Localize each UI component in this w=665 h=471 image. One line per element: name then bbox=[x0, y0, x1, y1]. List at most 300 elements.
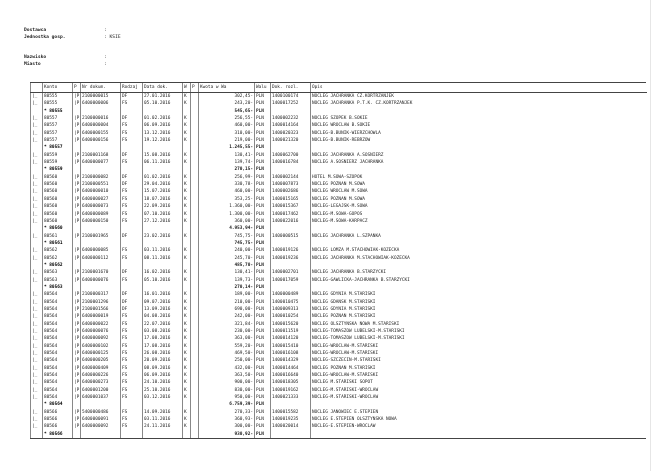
waluta-cell: PLN bbox=[255, 255, 271, 262]
rodzaj-cell: FS bbox=[121, 357, 143, 364]
nr-dokum-cell: 6400000102 bbox=[81, 343, 121, 350]
dok-rozl-cell bbox=[271, 166, 311, 173]
opis-cell: NOCLEG POZNAN M.SOWA bbox=[311, 181, 647, 188]
dok-rozl-cell: 1400016108 bbox=[271, 350, 311, 357]
opis-cell: NOCLEG M.STARISKI SOPOT bbox=[311, 379, 647, 386]
table-row bbox=[31, 196, 647, 203]
p2-cell bbox=[191, 137, 199, 144]
nr-dokum-cell: 6400000022 bbox=[81, 321, 121, 328]
nr-dokum-cell: 6400000089 bbox=[81, 211, 121, 218]
w-cell: K bbox=[183, 321, 191, 328]
opis-cell: NOCLEG-TOMASZOW LUBELSKI-M.STARISKI bbox=[311, 335, 647, 342]
dok-rozl-cell: 1400011519 bbox=[271, 328, 311, 335]
konto-cell: * 80557 bbox=[43, 144, 73, 151]
kwota-cell: 270,33- bbox=[199, 409, 255, 416]
subtotal-row bbox=[31, 262, 647, 269]
dok-rozl-cell: 1400017252 bbox=[271, 100, 311, 107]
subtotal-row bbox=[31, 431, 647, 438]
opis-cell: NOCLEG-M.STARISKI-WROCLAW bbox=[311, 387, 647, 394]
opis-cell: NOCLEG-WROCLAW-M.STARISKI bbox=[311, 350, 647, 357]
p-cell bbox=[73, 284, 81, 291]
dok-rozl-cell: 1400021333 bbox=[271, 394, 311, 401]
waluta-cell: PLN bbox=[255, 365, 271, 372]
kwota-cell: 256,55- bbox=[199, 115, 255, 122]
konto-cell: 80560 bbox=[43, 174, 73, 181]
waluta-cell: PLN bbox=[255, 299, 271, 306]
konto-cell: 80559 bbox=[43, 159, 73, 166]
waluta-cell: PLN bbox=[255, 122, 271, 129]
data-cell: 06.09.2016 bbox=[143, 122, 183, 129]
row-marker: |_ bbox=[31, 321, 43, 328]
scan-edge-line bbox=[650, 0, 651, 471]
w-cell: K bbox=[183, 130, 191, 137]
table-row bbox=[31, 130, 647, 137]
opis-cell: NOCLEG JACHRANKA A.SOSNIERZ bbox=[311, 152, 647, 159]
p2-cell bbox=[191, 225, 199, 232]
opis-cell: NOCLEG-TOMASZOW LUBELSKI-M.STARISKI bbox=[311, 328, 647, 335]
dok-rozl-cell: 1400010475 bbox=[271, 299, 311, 306]
data-cell: 23.02.2016 bbox=[143, 233, 183, 240]
subtotal-row bbox=[31, 240, 647, 247]
p2-cell bbox=[191, 409, 199, 416]
kwota-cell: 245,70- bbox=[199, 255, 255, 262]
table-row bbox=[31, 188, 647, 195]
data-cell: 26.08.2016 bbox=[143, 350, 183, 357]
data-cell bbox=[143, 225, 183, 232]
kwota-cell: 950,00- bbox=[199, 394, 255, 401]
opis-cell: NOCLEG-GAWLICKA-JACHRANKA B.STARZYCKI bbox=[311, 277, 647, 284]
dok-rozl-cell bbox=[271, 262, 311, 269]
table-row bbox=[31, 203, 647, 210]
kwota-cell: 250,00- bbox=[199, 357, 255, 364]
p-cell: |P bbox=[74, 270, 80, 276]
kwota-cell: 745,75- bbox=[199, 233, 255, 240]
nr-dokum-cell: 6400000091 bbox=[81, 416, 121, 423]
table-row bbox=[31, 174, 647, 181]
nr-dokum-cell: 2100001965 bbox=[81, 233, 121, 240]
p2-cell bbox=[191, 321, 199, 328]
p-cell bbox=[73, 166, 81, 173]
konto-cell: 80564 bbox=[43, 343, 73, 350]
kwota-cell: 745,75- bbox=[199, 240, 255, 247]
dok-rozl-cell: 1400014164 bbox=[271, 122, 311, 129]
row-marker: |_ bbox=[31, 255, 43, 262]
ledger-table bbox=[30, 83, 647, 438]
w-cell: K bbox=[183, 255, 191, 262]
data-cell: 14.09.2016 bbox=[143, 409, 183, 416]
data-cell: 09.07.2016 bbox=[143, 299, 183, 306]
p-cell: |P bbox=[74, 182, 80, 188]
column-header-nr-dokum: Nr dokum. bbox=[81, 83, 121, 93]
kwota-cell: 830,00- bbox=[199, 387, 255, 394]
kwota-cell: 130,41- bbox=[199, 152, 255, 159]
p2-cell bbox=[191, 262, 199, 269]
konto-cell: 80564 bbox=[43, 321, 73, 328]
nr-dokum-cell: 6400001037 bbox=[81, 394, 121, 401]
konto-cell: 80564 bbox=[43, 350, 73, 357]
rodzaj-cell: FS bbox=[121, 100, 143, 107]
opis-cell: NOCLEG JANOWIEC E.STEPIEN bbox=[311, 409, 647, 416]
p-cell: |P bbox=[74, 94, 80, 99]
opis-cell: NOCLEG OLSZTYNSKA NOWA M.STARISKI bbox=[311, 321, 647, 328]
p-cell: |P bbox=[74, 255, 80, 261]
w-cell: K bbox=[183, 357, 191, 364]
p-cell: |P bbox=[74, 211, 80, 217]
table-row bbox=[31, 423, 647, 430]
dok-rozl-cell: 1400019126 bbox=[271, 247, 311, 254]
rodzaj-cell: DF bbox=[121, 93, 143, 101]
waluta-cell: PLN bbox=[255, 196, 271, 203]
rodzaj-cell: FS bbox=[121, 122, 143, 129]
w-cell bbox=[183, 108, 191, 115]
column-header-p: P bbox=[73, 83, 81, 93]
waluta-cell: PLN bbox=[255, 188, 271, 195]
p-cell: |P bbox=[74, 233, 80, 239]
konto-cell: * 80559 bbox=[43, 166, 73, 173]
row-marker: |_ bbox=[31, 291, 43, 298]
nr-dokum-cell: 6400000092 bbox=[81, 423, 121, 430]
dok-rozl-cell: 1400016640 bbox=[271, 372, 311, 379]
kwota-cell: 310,00- bbox=[199, 130, 255, 137]
w-cell: K bbox=[183, 269, 191, 276]
table-row bbox=[31, 181, 647, 188]
dok-rozl-cell: 1400020014 bbox=[271, 423, 311, 430]
column-header-konto: Konto bbox=[43, 83, 73, 93]
data-cell bbox=[143, 108, 183, 115]
data-cell: 08.09.2016 bbox=[143, 365, 183, 372]
w-cell: K bbox=[183, 365, 191, 372]
nr-dokum-cell bbox=[81, 225, 121, 232]
data-cell: 03.12.2016 bbox=[143, 394, 183, 401]
konto-cell: 80560 bbox=[43, 188, 73, 195]
p-cell: |P bbox=[74, 160, 80, 166]
p2-cell bbox=[191, 423, 199, 430]
p-cell: |P bbox=[74, 343, 80, 349]
opis-cell bbox=[311, 225, 647, 232]
field-value: : bbox=[104, 62, 107, 67]
waluta-cell: PLN bbox=[255, 350, 271, 357]
dok-rozl-cell: 1400002701 bbox=[271, 269, 311, 276]
row-marker: |_ bbox=[31, 181, 43, 188]
waluta-cell: PLN bbox=[255, 181, 271, 188]
konto-cell: 80557 bbox=[43, 137, 73, 144]
p2-cell bbox=[191, 284, 199, 291]
opis-cell: NOCLEG-WROCLAW-M.STARISKI bbox=[311, 343, 647, 350]
rodzaj-cell bbox=[121, 284, 143, 291]
konto-cell: 80564 bbox=[43, 365, 73, 372]
rodzaj-cell: FS bbox=[121, 394, 143, 401]
kwota-cell: 130,41- bbox=[199, 269, 255, 276]
w-cell: K bbox=[183, 137, 191, 144]
opis-cell: NOCLEG POZNAN M.STARISKI bbox=[311, 313, 647, 320]
dok-rozl-cell: 1400015410 bbox=[271, 343, 311, 350]
opis-cell bbox=[311, 431, 647, 438]
konto-cell: * 80563 bbox=[43, 284, 73, 291]
nr-dokum-cell: 2100000317 bbox=[81, 291, 121, 298]
table-row bbox=[31, 299, 647, 306]
row-marker: |_ bbox=[31, 188, 43, 195]
w-cell: K bbox=[183, 328, 191, 335]
konto-cell: 80557 bbox=[43, 115, 73, 122]
dok-rozl-cell: 1400022016 bbox=[271, 218, 311, 225]
p2-cell bbox=[191, 240, 199, 247]
p-cell: |P bbox=[74, 417, 80, 423]
row-marker: |_ bbox=[31, 343, 43, 350]
dok-rozl-cell: 1400000515 bbox=[271, 233, 311, 240]
rodzaj-cell bbox=[121, 262, 143, 269]
rodzaj-cell: FS bbox=[121, 321, 143, 328]
nr-dokum-cell: 6400000273 bbox=[81, 379, 121, 386]
kwota-cell: 139,73- bbox=[199, 277, 255, 284]
field-value: : bbox=[104, 55, 107, 60]
waluta-cell: PLN bbox=[255, 423, 271, 430]
waluta-cell: PLN bbox=[255, 313, 271, 320]
p-cell: |P bbox=[74, 130, 80, 136]
nr-dokum-cell bbox=[81, 431, 121, 438]
konto-cell: 80560 bbox=[43, 196, 73, 203]
ledger-body bbox=[31, 93, 647, 439]
data-cell: 22.09.2016 bbox=[143, 203, 183, 210]
kwota-cell: 460,00- bbox=[199, 122, 255, 129]
data-cell bbox=[143, 262, 183, 269]
waluta-cell: PLN bbox=[255, 387, 271, 394]
rodzaj-cell: DF bbox=[121, 174, 143, 181]
p2-cell bbox=[191, 100, 199, 107]
table-row bbox=[31, 313, 647, 320]
konto-cell: 80564 bbox=[43, 291, 73, 298]
table-row bbox=[31, 159, 647, 166]
dok-rozl-cell: 1400014120 bbox=[271, 335, 311, 342]
opis-cell: NOCLEG A.SOSNIERZ JACHRANKA bbox=[311, 159, 647, 166]
data-cell: 29.04.2016 bbox=[143, 181, 183, 188]
opis-cell bbox=[311, 144, 647, 151]
nr-dokum-cell: 2100001296 bbox=[81, 299, 121, 306]
p2-cell bbox=[191, 93, 199, 101]
konto-cell: * 80566 bbox=[43, 431, 73, 438]
p2-cell bbox=[191, 269, 199, 276]
data-cell bbox=[143, 166, 183, 173]
column-header-dok-rozl: Dok. rozl. bbox=[271, 83, 311, 93]
table-row bbox=[31, 115, 647, 122]
kwota-cell: 300,00- bbox=[199, 423, 255, 430]
konto-cell: 80564 bbox=[43, 394, 73, 401]
w-cell: K bbox=[183, 218, 191, 225]
row-marker: |_ bbox=[31, 357, 43, 364]
row-marker: |_ bbox=[31, 387, 43, 394]
konto-cell: 80562 bbox=[43, 255, 73, 262]
konto-cell: * 80562 bbox=[43, 262, 73, 269]
p-cell: |P bbox=[74, 306, 80, 312]
kwota-cell: 559,20- bbox=[199, 343, 255, 350]
konto-cell: * 80555 bbox=[43, 108, 73, 115]
table-row bbox=[31, 350, 647, 357]
table-row bbox=[31, 372, 647, 379]
opis-cell: NOCLEG JACHRANKA B.STARZYCKI bbox=[311, 269, 647, 276]
rodzaj-cell: DF bbox=[121, 233, 143, 240]
opis-cell bbox=[311, 240, 647, 247]
dok-rozl-cell: 1400015582 bbox=[271, 409, 311, 416]
dok-rozl-cell: 1400002686 bbox=[271, 188, 311, 195]
p2-cell bbox=[191, 306, 199, 313]
p2-cell bbox=[191, 313, 199, 320]
nr-dokum-cell bbox=[81, 262, 121, 269]
waluta-cell: PLN bbox=[255, 100, 271, 107]
p2-cell bbox=[191, 365, 199, 372]
konto-cell: 80564 bbox=[43, 372, 73, 379]
kwota-cell: 321,84- bbox=[199, 321, 255, 328]
subtotal-row bbox=[31, 225, 647, 232]
opis-cell: NOCLEG GDANSK M.STARISKI bbox=[311, 299, 647, 306]
data-cell: 03.11.2016 bbox=[143, 416, 183, 423]
row-marker: |_ bbox=[31, 277, 43, 284]
konto-cell: 80559 bbox=[43, 152, 73, 159]
p-cell bbox=[73, 401, 81, 408]
p2-cell bbox=[191, 130, 199, 137]
table-row bbox=[31, 122, 647, 129]
waluta-cell: PLN bbox=[255, 247, 271, 254]
column-header-waluta: Walu bbox=[255, 83, 271, 93]
w-cell bbox=[183, 401, 191, 408]
rodzaj-cell: FS bbox=[121, 211, 143, 218]
w-cell: K bbox=[183, 409, 191, 416]
table-row bbox=[31, 269, 647, 276]
kwota-cell: 270,14- bbox=[199, 284, 255, 291]
waluta-cell: PLN bbox=[255, 240, 271, 247]
rodzaj-cell bbox=[121, 240, 143, 247]
nr-dokum-cell: 2100001566 bbox=[81, 306, 121, 313]
column-header-w: W bbox=[183, 83, 191, 93]
p-cell: |P bbox=[74, 174, 80, 180]
p2-cell bbox=[191, 291, 199, 298]
waluta-cell: PLN bbox=[255, 401, 271, 408]
p2-cell bbox=[191, 115, 199, 122]
dok-rozl-cell: 1400014329 bbox=[271, 357, 311, 364]
nr-dokum-cell: 6400000156 bbox=[81, 137, 121, 144]
rodzaj-cell: FS bbox=[121, 328, 143, 335]
nr-dokum-cell: 6400000004 bbox=[81, 122, 121, 129]
table-row bbox=[31, 409, 647, 416]
row-marker: |_ bbox=[31, 203, 43, 210]
w-cell: K bbox=[183, 203, 191, 210]
row-marker: |_ bbox=[31, 174, 43, 181]
nr-dokum-cell: 2100000082 bbox=[81, 174, 121, 181]
dok-rozl-cell: 1400009313 bbox=[271, 306, 311, 313]
kwota-cell: 243,20- bbox=[199, 100, 255, 107]
header-field-miasto bbox=[24, 62, 107, 68]
subtotal-row bbox=[31, 284, 647, 291]
konto-cell: 80564 bbox=[43, 328, 73, 335]
dok-rozl-cell: 1400019162 bbox=[271, 387, 311, 394]
kwota-cell: 360,93- bbox=[199, 416, 255, 423]
konto-cell: 80564 bbox=[43, 299, 73, 306]
row-marker: |_ bbox=[31, 416, 43, 423]
rodzaj-cell: FS bbox=[121, 409, 143, 416]
rodzaj-cell: FS bbox=[121, 350, 143, 357]
kwota-cell: 1.360,00- bbox=[199, 203, 255, 210]
data-cell: 01.02.2016 bbox=[143, 174, 183, 181]
opis-cell: NOCLEG WROCLAW M.SOWA bbox=[311, 188, 647, 195]
kwota-cell: 900,00- bbox=[199, 379, 255, 386]
kwota-cell: 139,74- bbox=[199, 159, 255, 166]
ledger-table-wrap bbox=[30, 82, 646, 439]
waluta-cell: PLN bbox=[255, 130, 271, 137]
data-cell: 16.01.2016 bbox=[143, 291, 183, 298]
w-cell bbox=[183, 284, 191, 291]
w-cell: K bbox=[183, 423, 191, 430]
data-cell: 03.11.2016 bbox=[143, 247, 183, 254]
p-cell: |P bbox=[74, 277, 80, 283]
konto-cell: 80560 bbox=[43, 218, 73, 225]
waluta-cell: PLN bbox=[255, 225, 271, 232]
kwota-cell: 363,50- bbox=[199, 372, 255, 379]
opis-cell: NOCLEG POZNAN M.STARISKI bbox=[311, 365, 647, 372]
p2-cell bbox=[191, 122, 199, 129]
row-marker: |_ bbox=[31, 115, 43, 122]
w-cell bbox=[183, 240, 191, 247]
nr-dokum-cell bbox=[81, 108, 121, 115]
p-cell: |P bbox=[74, 365, 80, 371]
konto-cell: 80562 bbox=[43, 247, 73, 254]
w-cell: K bbox=[183, 313, 191, 320]
opis-cell: NOCLEG-B.BUNIK-REBRZOW bbox=[311, 137, 647, 144]
header-field-nazwisko bbox=[24, 55, 107, 61]
p2-cell bbox=[191, 247, 199, 254]
row-marker: |_ bbox=[31, 313, 43, 320]
waluta-cell: PLN bbox=[255, 277, 271, 284]
nr-dokum-cell: 2100001670 bbox=[81, 269, 121, 276]
konto-cell: 80557 bbox=[43, 130, 73, 137]
row-marker: |_ bbox=[31, 233, 43, 240]
nr-dokum-cell: 2100001168 bbox=[81, 152, 121, 159]
row-marker: |_ bbox=[31, 306, 43, 313]
row-marker: |_ bbox=[31, 372, 43, 379]
opis-cell: NOCLEG SZOPEK B.SOKIE bbox=[311, 115, 647, 122]
kwota-cell: 219,00- bbox=[199, 137, 255, 144]
kwota-cell: 6.759,39- bbox=[199, 401, 255, 408]
dok-rozl-cell: 1400015165 bbox=[271, 196, 311, 203]
dok-rozl-cell: 1400007873 bbox=[271, 181, 311, 188]
p-cell: |P bbox=[74, 336, 80, 342]
nr-dokum-cell: 6400000077 bbox=[81, 159, 121, 166]
p-cell: |P bbox=[74, 358, 80, 364]
kwota-cell: 240,00- bbox=[199, 247, 255, 254]
w-cell: K bbox=[183, 335, 191, 342]
nr-dokum-cell: 6400000155 bbox=[81, 130, 121, 137]
waluta-cell: PLN bbox=[255, 321, 271, 328]
rodzaj-cell: FS bbox=[121, 159, 143, 166]
p-cell: |P bbox=[74, 292, 80, 298]
table-row bbox=[31, 233, 647, 240]
nr-dokum-cell: 6400000150 bbox=[81, 218, 121, 225]
p-cell bbox=[73, 108, 81, 115]
rodzaj-cell: FS bbox=[121, 372, 143, 379]
row-marker: |_ bbox=[31, 152, 43, 159]
dok-rozl-cell: 1400010254 bbox=[271, 313, 311, 320]
kwota-cell: 270,15- bbox=[199, 166, 255, 173]
nr-dokum-cell bbox=[81, 284, 121, 291]
row-marker bbox=[31, 262, 43, 269]
opis-cell: NOCLEG JACHRANKA L.SZPANKA bbox=[311, 233, 647, 240]
row-marker: |_ bbox=[31, 335, 43, 342]
p2-cell bbox=[191, 379, 199, 386]
row-marker: |_ bbox=[31, 269, 43, 276]
rodzaj-cell: FS bbox=[121, 313, 143, 320]
konto-cell: * 80560 bbox=[43, 225, 73, 232]
rodzaj-cell bbox=[121, 144, 143, 151]
nr-dokum-cell: 6400000076 bbox=[81, 328, 121, 335]
table-row bbox=[31, 277, 647, 284]
w-cell: K bbox=[183, 379, 191, 386]
